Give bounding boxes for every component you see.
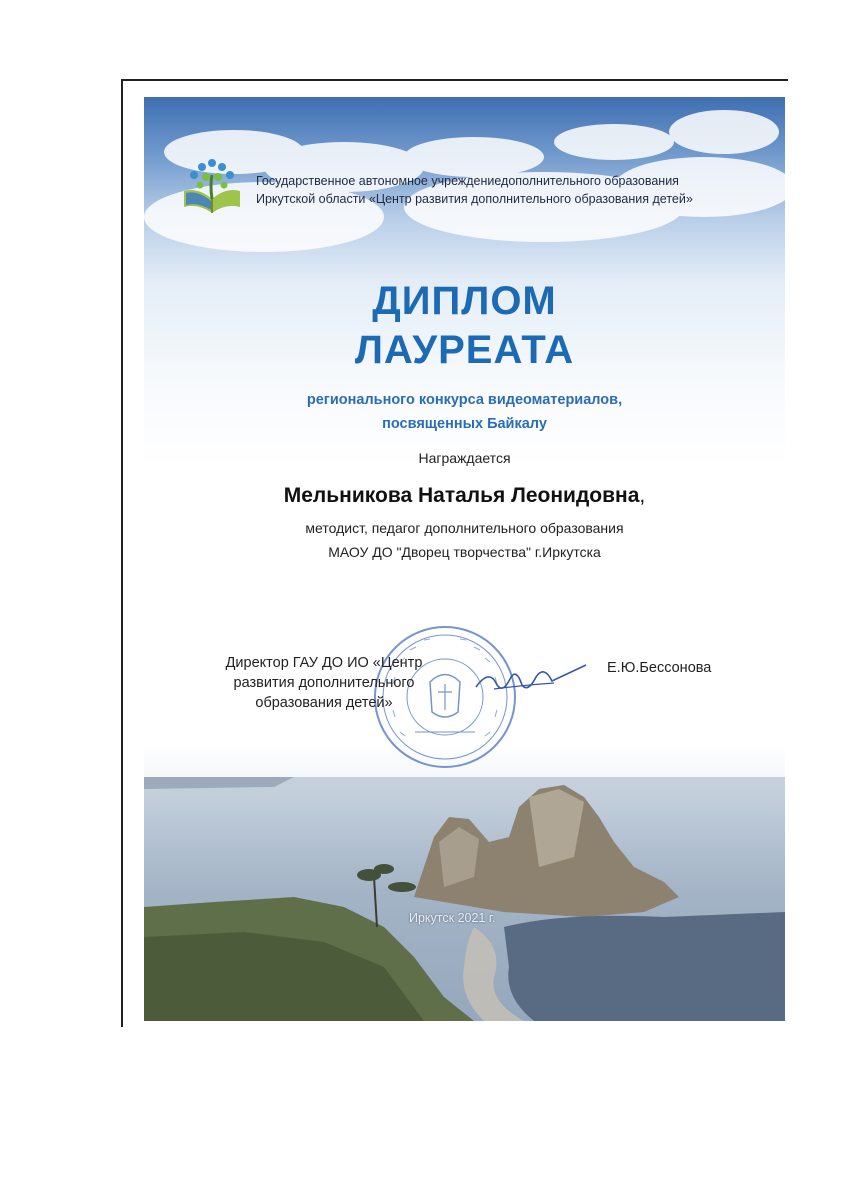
organization-line-2: Иркутской области «Центр развития дополнительного образования детей»	[256, 192, 693, 206]
city-year: Иркутск 2021 г.	[409, 911, 496, 925]
diploma-title-line-1: ДИПЛОМ	[372, 279, 557, 323]
diploma-certificate	[144, 97, 785, 1021]
director-name: Е.Ю.Бессонова	[607, 660, 712, 676]
director-title-line-2: развития дополнительного	[233, 675, 415, 691]
scan-border-left	[121, 79, 123, 1027]
contest-subtitle-line-1: регионального конкурса видеоматериалов,	[306, 392, 623, 408]
organization-header	[256, 172, 776, 208]
contest-subtitle-line-2: посвященных Байкалу	[382, 416, 547, 432]
recipient-position-line-2: МАОУ ДО "Дворец творчества" г.Иркутска	[328, 544, 601, 560]
organization-line-1: Государственное автономное учреждениедополнительного образования	[256, 174, 679, 188]
handwritten-signature-icon	[474, 659, 589, 699]
tree-book-logo-icon	[180, 155, 244, 215]
scan-border-top	[121, 79, 788, 81]
recipient-name-comma: ,	[639, 484, 646, 507]
recipient-name-line	[144, 484, 785, 508]
recipient-position-line-1: методист, педагог дополнительного образования	[305, 520, 624, 536]
recipient-name: Мельникова Наталья Леонидовна	[283, 484, 640, 507]
director-title	[214, 653, 434, 713]
director-title-line-1: Директор ГАУ ДО ИО «Центр	[225, 655, 423, 671]
director-title-line-3: образования детей»	[255, 695, 393, 711]
diploma-title-line-2: ЛАУРЕАТА	[354, 328, 575, 372]
awarded-label: Награждается	[418, 450, 511, 466]
